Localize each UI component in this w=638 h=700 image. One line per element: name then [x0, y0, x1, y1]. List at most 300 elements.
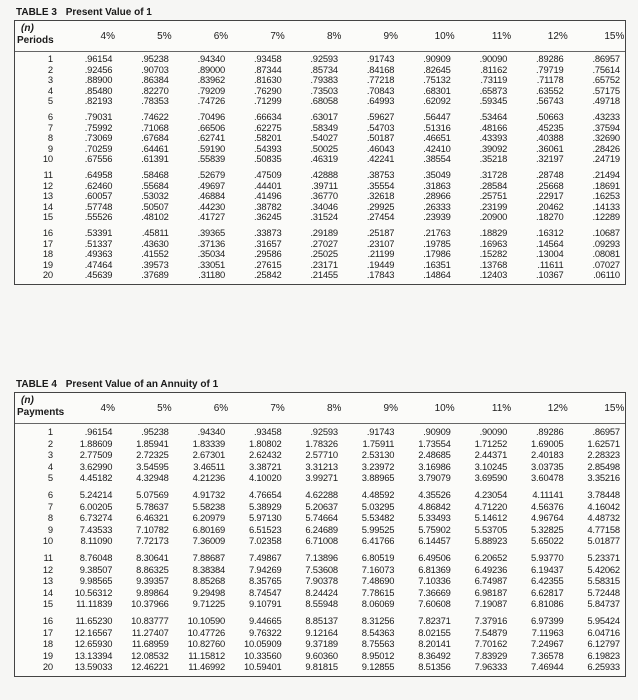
rate-column	[117, 489, 173, 547]
rate-header: 8%	[326, 403, 342, 414]
rate-column	[399, 552, 455, 610]
table-cell: .56447	[423, 110, 451, 122]
table-cell: .93458	[254, 426, 282, 437]
table-cell: .28748	[536, 168, 564, 180]
table-cell: 3.88965	[361, 472, 395, 484]
table-cell: 4.56376	[531, 500, 564, 512]
table-cell: 3.31213	[305, 460, 338, 472]
table-cell: 11.65230	[75, 614, 113, 626]
row-group	[15, 168, 625, 226]
table-cell: .33873	[254, 226, 282, 238]
row-group	[15, 226, 625, 284]
table-cell: .90909	[423, 53, 451, 64]
rate-column	[117, 552, 173, 610]
table-cell: .55839	[197, 153, 226, 165]
table-cell: .29925	[366, 200, 395, 212]
rate-column	[512, 552, 568, 610]
table-cell: .45235	[536, 121, 564, 133]
rate-column	[399, 228, 455, 281]
period-number: 13	[42, 575, 53, 587]
rate-column	[569, 228, 625, 281]
table-cell: 7.16073	[361, 563, 395, 575]
period-number: 5	[47, 472, 53, 484]
rate-column	[343, 426, 399, 484]
table-cell: 3.62990	[79, 460, 113, 472]
table-cell: 8.74547	[248, 586, 282, 598]
table-cell: 3.10245	[474, 460, 508, 472]
table-cell: 11.27407	[131, 626, 169, 638]
table-cell: 5.58315	[587, 575, 620, 587]
rate-header: 9%	[383, 403, 398, 414]
period-number: 20	[42, 661, 53, 673]
table-cell: 12.08532	[131, 649, 169, 661]
row-group	[15, 487, 625, 550]
table-cell: .94340	[197, 426, 226, 437]
table-cell: 8.30641	[136, 551, 169, 563]
table-cell: 6.98187	[474, 586, 508, 598]
table-cell: 9.12164	[305, 626, 338, 638]
rate-column	[569, 54, 625, 107]
table-cell: 8.38384	[192, 563, 226, 575]
rate-column	[343, 615, 399, 673]
table-cell: .11611	[537, 258, 564, 270]
table-cell: 3.35216	[587, 472, 620, 484]
table-cell: 6.80169	[192, 523, 226, 535]
table-cell: .81162	[480, 63, 508, 75]
table-cell: 5.58238	[192, 500, 226, 512]
table-cell: 8.55948	[305, 598, 338, 610]
rate-column	[230, 228, 286, 281]
table-cell: 11.68959	[131, 638, 169, 650]
rate-column	[343, 489, 399, 547]
rate-column	[286, 489, 342, 547]
table-cell: .65752	[592, 74, 620, 86]
table-cell: .66506	[197, 121, 226, 133]
table-cell: .39092	[479, 142, 508, 154]
table-cell: 4.86842	[418, 500, 451, 512]
table-cell: 7.36009	[192, 535, 226, 547]
rate-header: 6%	[213, 403, 229, 414]
table-cell: .38753	[366, 168, 395, 180]
rate-column	[61, 170, 117, 223]
rate-column	[569, 170, 625, 223]
table-cell: 9.44665	[248, 614, 282, 626]
table-cell: 2.62432	[248, 449, 282, 461]
table-cell: .32618	[366, 190, 395, 202]
rate-column	[343, 228, 399, 281]
table-cell: 9.81815	[305, 661, 338, 673]
rate-column	[286, 228, 342, 281]
period-number: 18	[42, 638, 53, 650]
rate-header: 5%	[157, 403, 172, 414]
table-cell: .71068	[141, 121, 169, 133]
table-cell: .55684	[141, 179, 169, 191]
table-cell: 10.33560	[243, 649, 282, 661]
table-cell: 6.25933	[587, 661, 620, 673]
table-cell: 5.74664	[305, 512, 338, 524]
table-cell: 7.36669	[418, 586, 451, 598]
period-number: 1	[47, 426, 53, 437]
table-cell: .96154	[84, 53, 113, 64]
table-cell: 8.85137	[305, 614, 338, 626]
period-number: 2	[47, 437, 53, 449]
table-cell: .17843	[366, 269, 395, 281]
table-cell: .20462	[536, 200, 564, 212]
table-cell: .53464	[479, 110, 508, 122]
table-cell: 6.19823	[587, 649, 620, 661]
table-cell: .76290	[254, 84, 282, 96]
table-cell: 7.46944	[531, 661, 564, 673]
rate-column	[117, 170, 173, 223]
table-cell: 5.20637	[305, 500, 338, 512]
table-cell: .36061	[536, 142, 564, 154]
row-group	[15, 52, 625, 110]
row-group	[15, 424, 625, 487]
period-number: 7	[47, 500, 53, 512]
period-column	[15, 552, 61, 610]
table-cell: .33051	[197, 258, 226, 270]
rate-column	[512, 54, 568, 107]
table-cell: .56743	[536, 95, 564, 107]
table-cell: .61391	[141, 153, 169, 165]
table-cell: .64461	[141, 142, 169, 154]
table-cell: 6.04716	[587, 626, 620, 638]
table-cell: 4.77158	[587, 523, 620, 535]
table-cell: 3.16986	[418, 460, 451, 472]
table-cell: .12289	[592, 211, 620, 223]
rate-header: 12%	[547, 403, 568, 414]
rate-column	[117, 228, 173, 281]
table-cell: 1.83339	[192, 437, 226, 449]
table-cell: .18270	[536, 211, 564, 223]
table-cell: .31657	[254, 237, 282, 249]
table-cell: 3.60478	[531, 472, 564, 484]
table-cell: .07027	[592, 258, 620, 270]
rate-header: 5%	[157, 31, 172, 42]
period-number: 13	[42, 190, 53, 202]
table-cell: .62092	[423, 95, 451, 107]
table-cell: .23199	[479, 200, 508, 212]
table-cell: 7.13896	[305, 551, 338, 563]
table-cell: 7.90378	[305, 575, 338, 587]
table-cell: 1.88609	[79, 437, 113, 449]
table-cell: .35554	[366, 179, 395, 191]
rate-column	[399, 112, 455, 165]
table-cell: .54393	[254, 142, 282, 154]
table-cell: 5.53482	[361, 512, 395, 524]
table-cell: 5.03295	[361, 500, 395, 512]
period-number: 8	[47, 512, 53, 524]
table-cell: 4.48732	[587, 512, 620, 524]
table-cell: .81630	[254, 74, 282, 86]
table-cell: .18829	[479, 226, 508, 238]
table-cell: 6.41766	[361, 535, 395, 547]
periods-label: Periods	[17, 35, 54, 46]
table-cell: 7.37916	[474, 614, 508, 626]
table-cell: 7.60608	[418, 598, 451, 610]
period-number: 17	[42, 626, 53, 638]
table-cell: 12.16567	[74, 626, 113, 638]
rate-column	[174, 426, 230, 484]
table-cell: .92593	[310, 426, 338, 437]
table-cell: .10687	[592, 226, 620, 238]
table-cell: 2.44371	[474, 449, 508, 461]
table-3-body	[15, 52, 625, 284]
table-cell: .16963	[479, 237, 508, 249]
table-cell: .67556	[84, 153, 113, 165]
table-cell: .21494	[592, 168, 620, 180]
table-cell: .64958	[84, 168, 113, 180]
table-cell: 6.74987	[474, 575, 508, 587]
rate-column	[512, 426, 568, 484]
table-cell: .40388	[536, 132, 564, 144]
table-cell: .18691	[592, 179, 620, 191]
period-column	[15, 426, 61, 484]
table-cell: .45639	[84, 269, 113, 281]
table-cell: 4.45182	[79, 472, 113, 484]
table-cell: 5.14612	[474, 512, 508, 524]
table-cell: .16312	[536, 226, 564, 238]
rate-column	[286, 54, 342, 107]
table-cell: 3.38721	[248, 460, 282, 472]
table-cell: 9.76322	[248, 626, 282, 638]
rate-column	[61, 615, 117, 673]
rate-column	[117, 615, 173, 673]
table-cell: 10.05909	[243, 638, 282, 650]
table-cell: 9.37189	[305, 638, 338, 650]
table-cell: .75992	[84, 121, 113, 133]
table-cell: .66634	[254, 110, 282, 122]
table-cell: .51337	[84, 237, 113, 249]
period-number: 3	[47, 449, 53, 461]
table-cell: 2.48685	[418, 449, 451, 461]
rate-column	[61, 426, 117, 484]
table-cell: 4.11141	[532, 488, 564, 500]
rate-column	[286, 170, 342, 223]
rate-column	[512, 489, 568, 547]
table-cell: 7.82371	[418, 614, 451, 626]
period-number: 4	[47, 460, 53, 472]
table-cell: .68058	[310, 95, 338, 107]
table-cell: 6.81086	[531, 598, 564, 610]
table-cell: .79719	[536, 63, 564, 75]
rate-column	[286, 426, 342, 484]
table-cell: 7.36578	[531, 649, 564, 661]
table-cell: 9.38507	[79, 563, 113, 575]
table-cell: 8.20141	[418, 638, 451, 650]
period-number: 15	[42, 598, 53, 610]
table-cell: 6.51523	[248, 523, 282, 535]
table-cell: .25025	[310, 248, 338, 260]
table-cell: .82193	[84, 95, 113, 107]
table-cell: .19785	[423, 237, 451, 249]
rate-column	[512, 615, 568, 673]
table-cell: .13004	[536, 248, 564, 260]
table-cell: 3.99271	[305, 472, 338, 484]
table-cell: .44230	[197, 200, 226, 212]
table-cell: .87344	[254, 63, 282, 75]
table-cell: 5.38929	[248, 500, 282, 512]
table-cell: .27027	[310, 237, 338, 249]
rate-column	[61, 489, 117, 547]
rate-header: 4%	[100, 31, 115, 42]
rate-column	[61, 112, 117, 165]
table-cell: 2.85498	[587, 460, 620, 472]
table-cell: .48166	[479, 121, 508, 133]
period-number: 6	[47, 488, 53, 500]
table-cell: .95238	[141, 426, 169, 437]
table-cell: 13.59033	[74, 661, 113, 673]
table-cell: .21199	[367, 248, 395, 260]
table-cell: .82270	[141, 84, 169, 96]
table-cell: 4.16042	[587, 500, 620, 512]
table-cell: .32197	[536, 153, 564, 165]
period-number: 5	[47, 95, 53, 107]
table-cell: .51316	[423, 121, 451, 133]
table-4-body	[15, 424, 625, 676]
table-cell: .89000	[197, 63, 226, 75]
table-cell: .91743	[366, 426, 395, 437]
table-cell: .25187	[366, 226, 395, 238]
table-cell: .37689	[141, 269, 169, 281]
rate-column	[61, 552, 117, 610]
rate-column	[230, 54, 286, 107]
rate-header: 10%	[434, 31, 455, 42]
rate-column	[456, 170, 512, 223]
table-cell: 5.32825	[531, 523, 564, 535]
table-4-header	[15, 393, 625, 424]
table-cell: 7.10782	[136, 523, 169, 535]
table-cell: 2.77509	[79, 449, 113, 461]
table-cell: .67684	[141, 132, 169, 144]
table-cell: .68301	[423, 84, 451, 96]
table-cell: .27615	[254, 258, 282, 270]
table-cell: 4.71220	[474, 500, 508, 512]
table-cell: .90090	[479, 426, 508, 437]
table-cell: .50025	[310, 142, 338, 154]
table-cell: 7.96333	[474, 661, 508, 673]
rate-column	[230, 170, 286, 223]
period-number: 2	[47, 63, 53, 75]
table-cell: .73119	[480, 74, 508, 86]
table-cell: .58349	[310, 121, 338, 133]
table-cell: .28584	[479, 179, 508, 191]
table-cell: 8.11090	[80, 535, 113, 547]
period-number: 11	[43, 168, 53, 180]
table-cell: 2.57710	[305, 449, 338, 461]
table-cell: .89286	[536, 53, 564, 64]
period-number: 1	[47, 53, 53, 64]
table-cell: .26333	[423, 200, 451, 212]
table-cell: .77218	[366, 74, 395, 86]
table-4-number: TABLE 4	[16, 379, 57, 390]
table-cell: 7.24967	[531, 638, 564, 650]
table-cell: .71178	[536, 74, 564, 86]
rate-column	[456, 54, 512, 107]
table-cell: .83962	[197, 74, 226, 86]
period-number: 8	[47, 132, 53, 144]
table-cell: 1.62571	[587, 437, 620, 449]
table-cell: 7.72173	[136, 535, 169, 547]
rate-column	[569, 426, 625, 484]
table-3-frame	[14, 20, 626, 285]
table-cell: 5.95424	[587, 614, 620, 626]
table-cell: .57748	[84, 200, 113, 212]
rate-column	[174, 615, 230, 673]
table-cell: .92593	[310, 53, 338, 64]
table-cell: .25842	[254, 269, 282, 281]
rate-column	[456, 426, 512, 484]
table-cell: 5.53705	[474, 523, 508, 535]
rate-column	[569, 615, 625, 673]
table-cell: 8.31256	[361, 614, 395, 626]
table-cell: 1.73554	[418, 437, 451, 449]
period-column	[15, 615, 61, 673]
table-cell: .31524	[310, 211, 338, 223]
table-cell: .59190	[197, 142, 226, 154]
table-cell: .12403	[479, 269, 508, 281]
table-cell: 4.32948	[136, 472, 169, 484]
table-cell: .90090	[479, 53, 508, 64]
rate-column	[343, 112, 399, 165]
table-cell: .22917	[536, 190, 564, 202]
rate-column	[399, 615, 455, 673]
table-cell: .21763	[423, 226, 451, 238]
table-cell: .14564	[536, 237, 564, 249]
table-cell: .21455	[310, 269, 338, 281]
table-cell: .24719	[592, 153, 620, 165]
table-cell: 1.75911	[362, 437, 395, 449]
table-cell: .28966	[423, 190, 451, 202]
table-cell: 8.86325	[136, 563, 169, 575]
table-cell: .29189	[310, 226, 338, 238]
table-cell: 6.00205	[79, 500, 113, 512]
rate-header: 11%	[491, 403, 512, 414]
rate-header: 12%	[547, 31, 568, 42]
table-cell: .65873	[479, 84, 508, 96]
table-cell: 10.59401	[243, 661, 282, 673]
table-cell: 7.10336	[418, 575, 451, 587]
table-cell: .42410	[423, 142, 451, 154]
table-cell: .86957	[592, 53, 620, 64]
table-cell: .34046	[310, 200, 338, 212]
table-cell: .25751	[479, 190, 508, 202]
table-cell: .31863	[423, 179, 451, 191]
table-cell: .84168	[366, 63, 395, 75]
table-cell: 5.23371	[587, 551, 620, 563]
rate-column	[456, 112, 512, 165]
table-cell: .23171	[310, 258, 338, 270]
table-cell: .25668	[536, 179, 564, 191]
table-cell: 5.33493	[418, 512, 451, 524]
rate-column	[569, 552, 625, 610]
table-cell: 5.42062	[587, 563, 620, 575]
rate-column	[117, 426, 173, 484]
table-cell: 8.06069	[361, 598, 395, 610]
table-4-title	[16, 378, 626, 392]
table-cell: 7.02358	[248, 535, 282, 547]
table-cell: .59627	[366, 110, 395, 122]
table-cell: 3.54595	[136, 460, 169, 472]
table-cell: 3.03735	[531, 460, 564, 472]
row-group	[15, 110, 625, 168]
period-number: 7	[47, 121, 53, 133]
table-cell: 13.13394	[74, 649, 113, 661]
table-cell: 6.73274	[79, 512, 113, 524]
table-cell: .90909	[423, 426, 451, 437]
table-cell: 4.62288	[305, 488, 338, 500]
rate-header: 7%	[270, 403, 285, 414]
